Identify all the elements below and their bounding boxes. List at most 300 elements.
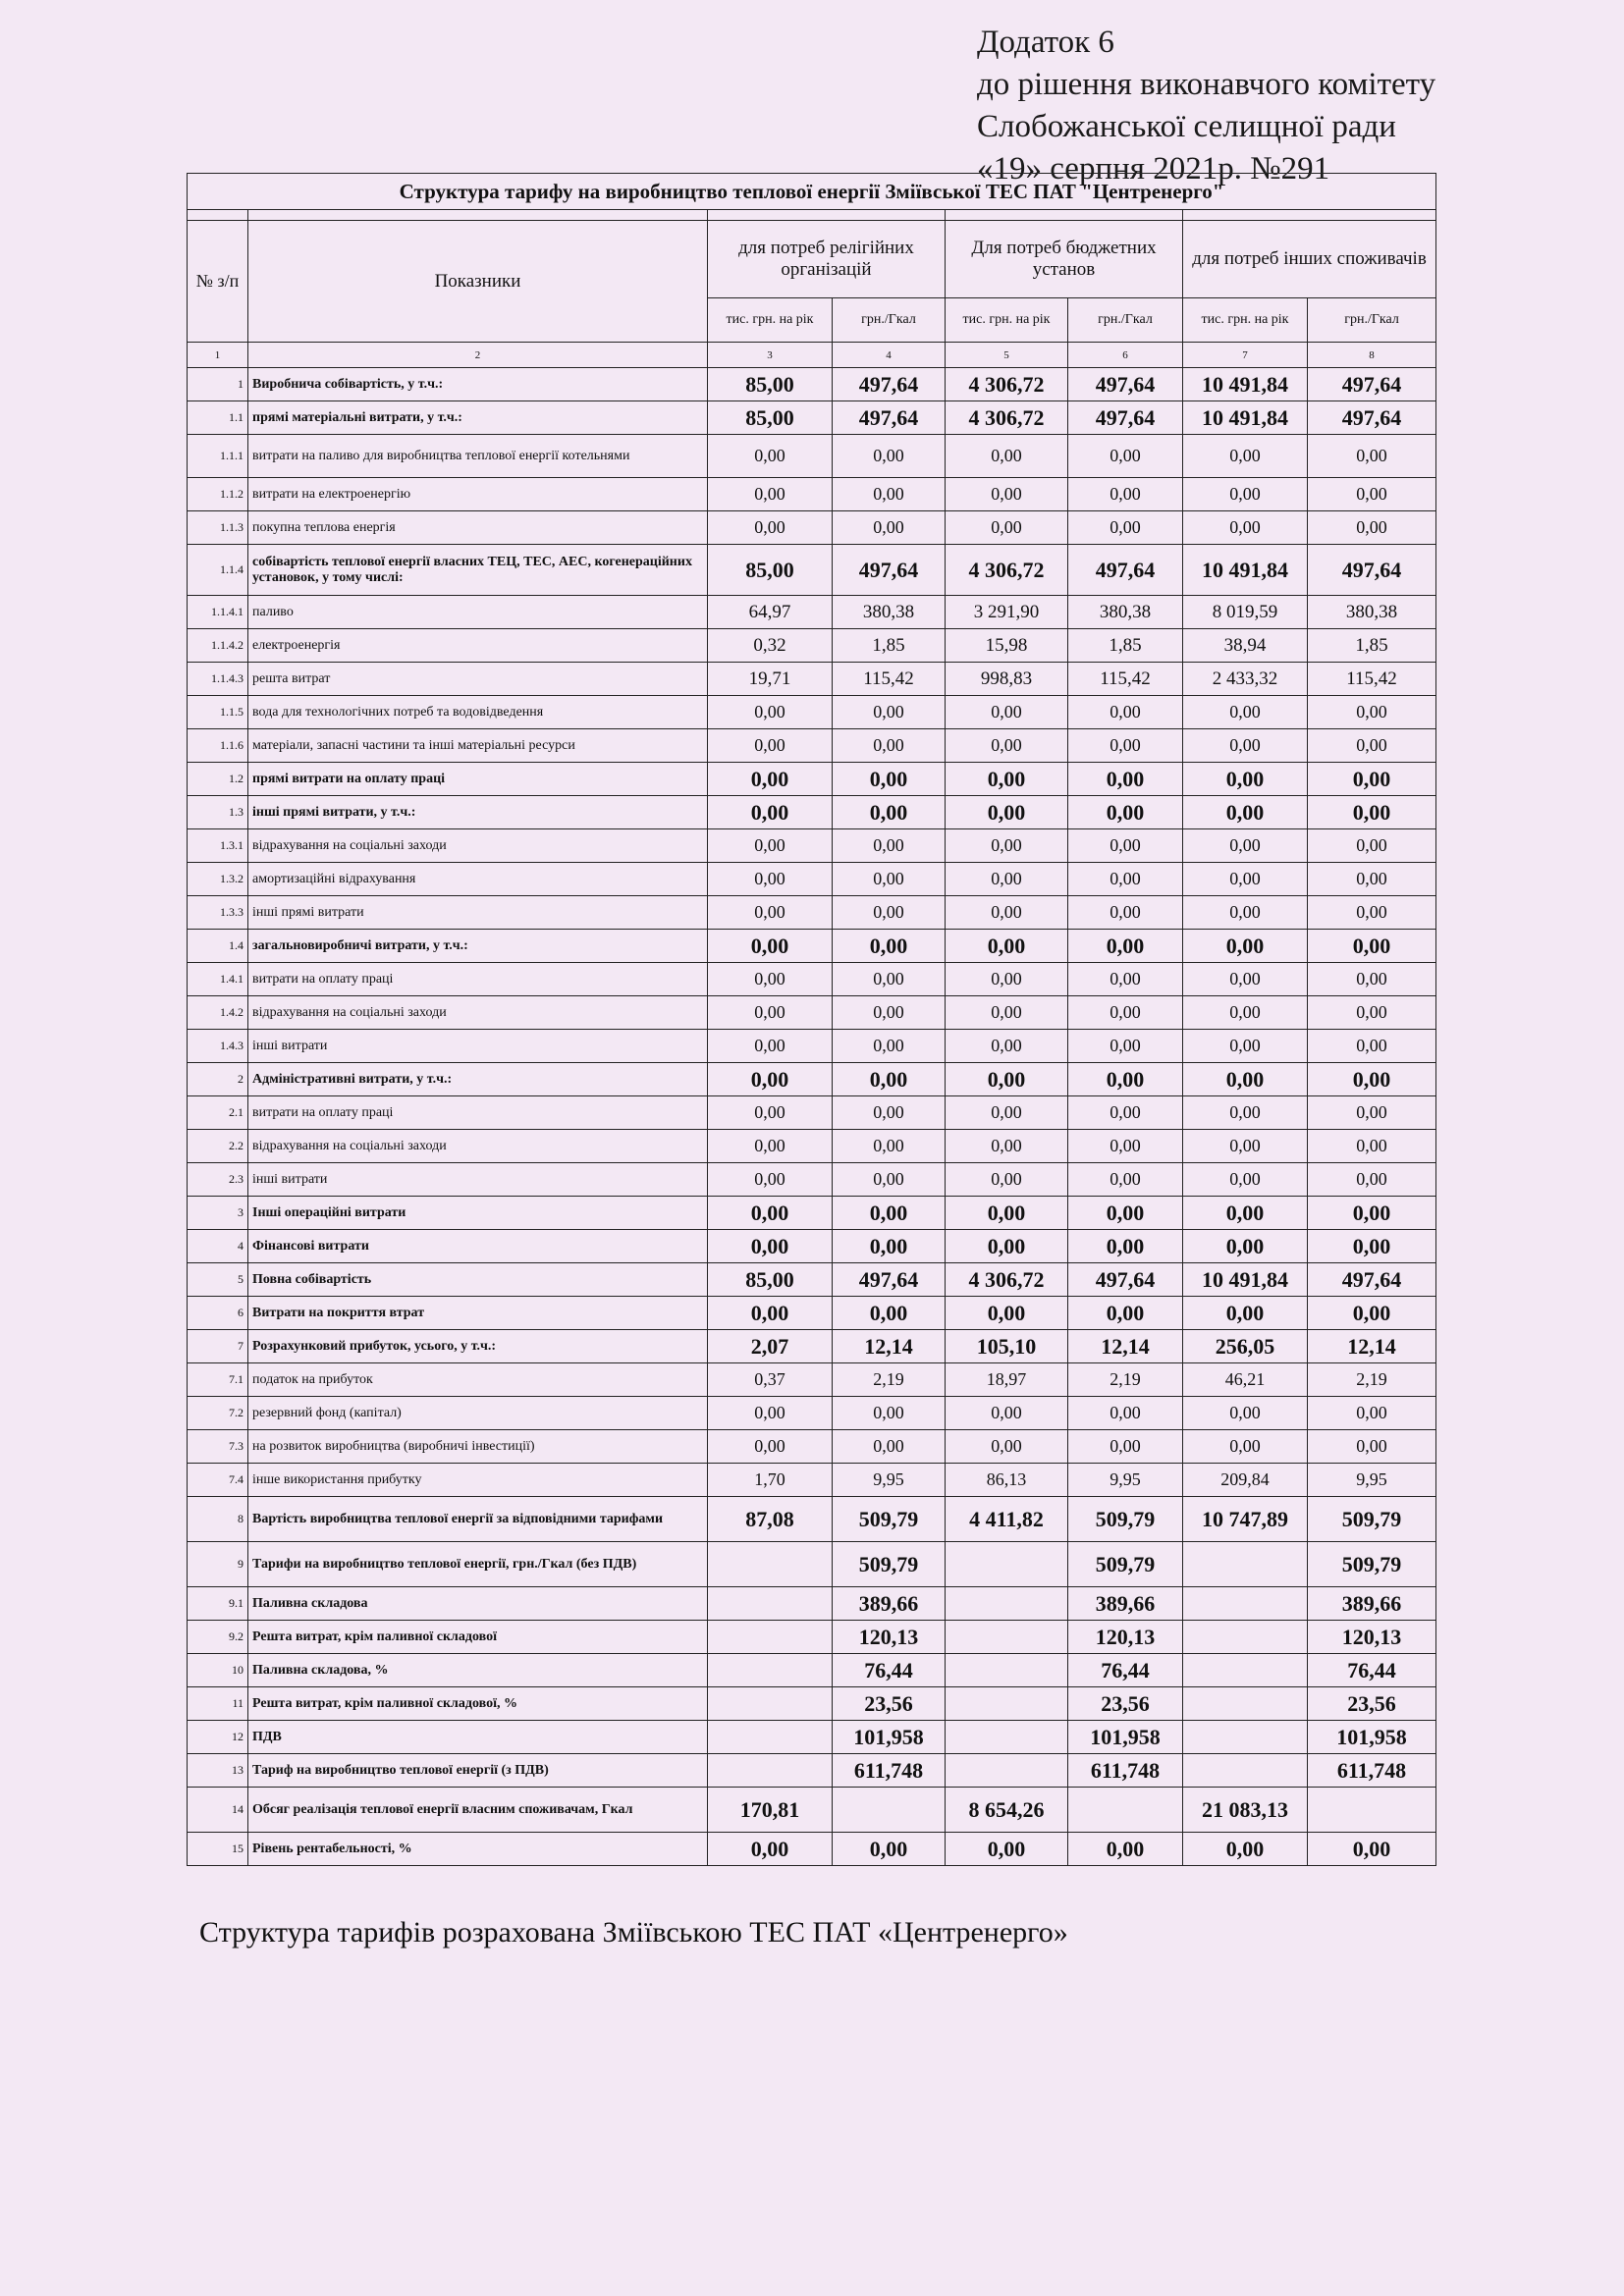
value-cell: 170,81	[708, 1788, 833, 1833]
value-cell: 87,08	[708, 1497, 833, 1542]
row-number: 9.1	[188, 1587, 248, 1621]
value-cell: 23,56	[1068, 1687, 1183, 1721]
value-cell: 9,95	[1068, 1464, 1183, 1497]
value-cell: 2,07	[708, 1330, 833, 1363]
value-cell: 0,00	[1183, 1833, 1308, 1866]
table-row	[188, 596, 1436, 629]
value-cell: 0,00	[1068, 796, 1183, 829]
value-cell: 0,00	[833, 435, 946, 478]
row-label: Інші операційні витрати	[248, 1197, 708, 1230]
value-cell: 2,19	[1068, 1363, 1183, 1397]
value-cell: 0,00	[708, 1197, 833, 1230]
table-row	[188, 511, 1436, 545]
value-cell: 0,00	[1068, 930, 1183, 963]
value-cell: 0,00	[946, 1130, 1068, 1163]
value-cell: 4 306,72	[946, 401, 1068, 435]
value-cell	[1183, 1542, 1308, 1587]
table-row	[188, 1130, 1436, 1163]
value-cell: 0,00	[708, 796, 833, 829]
value-cell: 0,00	[1183, 829, 1308, 863]
row-number: 1.1.2	[188, 478, 248, 511]
value-cell: 0,00	[833, 763, 946, 796]
value-cell: 0,00	[833, 478, 946, 511]
value-cell: 4 306,72	[946, 1263, 1068, 1297]
value-cell: 0,00	[708, 1230, 833, 1263]
value-cell: 0,00	[1308, 829, 1436, 863]
value-cell: 115,42	[833, 663, 946, 696]
value-cell: 0,00	[1308, 1063, 1436, 1096]
value-cell: 0,00	[708, 729, 833, 763]
row-number: 3	[188, 1197, 248, 1230]
table-row	[188, 629, 1436, 663]
row-label: Обсяг реалізація теплової енергії власним споживачам, Гкал	[248, 1788, 708, 1833]
value-cell: 0,00	[1068, 1230, 1183, 1263]
table-row	[188, 368, 1436, 401]
value-cell: 21 083,13	[1183, 1788, 1308, 1833]
value-cell: 389,66	[1308, 1587, 1436, 1621]
value-cell: 0,00	[1183, 435, 1308, 478]
col-header-indicators: Показники	[248, 221, 708, 343]
value-cell: 0,00	[1068, 435, 1183, 478]
value-cell: 0,00	[833, 1197, 946, 1230]
value-cell: 497,64	[833, 1263, 946, 1297]
value-cell: 611,748	[1308, 1754, 1436, 1788]
row-number: 1	[188, 368, 248, 401]
value-cell: 76,44	[1308, 1654, 1436, 1687]
row-number: 7.1	[188, 1363, 248, 1397]
table-row	[188, 863, 1436, 896]
value-cell: 0,00	[1183, 478, 1308, 511]
value-cell: 0,00	[1068, 829, 1183, 863]
value-cell: 0,00	[946, 796, 1068, 829]
row-number: 1.1	[188, 401, 248, 435]
value-cell: 0,00	[1068, 1030, 1183, 1063]
value-cell: 998,83	[946, 663, 1068, 696]
value-cell: 0,00	[1183, 1397, 1308, 1430]
value-cell: 0,00	[1068, 1397, 1183, 1430]
value-cell: 10 747,89	[1183, 1497, 1308, 1542]
value-cell: 0,00	[1068, 511, 1183, 545]
value-cell: 4 411,82	[946, 1497, 1068, 1542]
col-group-budget: Для потреб бюджетних установ	[946, 221, 1183, 298]
value-cell: 0,00	[1183, 763, 1308, 796]
value-cell: 0,00	[1308, 763, 1436, 796]
value-cell: 0,00	[708, 930, 833, 963]
table-row	[188, 1397, 1436, 1430]
value-cell: 4 306,72	[946, 368, 1068, 401]
row-label: електроенергія	[248, 629, 708, 663]
row-number: 1.4.3	[188, 1030, 248, 1063]
column-number: 8	[1308, 343, 1436, 368]
value-cell: 0,00	[1068, 1297, 1183, 1330]
value-cell: 0,00	[1183, 1163, 1308, 1197]
value-cell: 0,00	[1308, 1130, 1436, 1163]
row-number: 15	[188, 1833, 248, 1866]
row-number: 7.2	[188, 1397, 248, 1430]
value-cell: 0,00	[1068, 478, 1183, 511]
value-cell: 0,00	[1308, 796, 1436, 829]
row-number: 6	[188, 1297, 248, 1330]
value-cell: 0,00	[1183, 1197, 1308, 1230]
row-label: інші прямі витрати	[248, 896, 708, 930]
value-cell: 86,13	[946, 1464, 1068, 1497]
value-cell: 0,00	[833, 829, 946, 863]
value-cell: 0,00	[833, 1030, 946, 1063]
row-number: 14	[188, 1788, 248, 1833]
value-cell: 0,00	[833, 1430, 946, 1464]
value-cell: 0,00	[1308, 1096, 1436, 1130]
value-cell: 0,00	[1308, 1833, 1436, 1866]
value-cell: 509,79	[1068, 1497, 1183, 1542]
value-cell: 0,00	[708, 478, 833, 511]
value-cell: 389,66	[1068, 1587, 1183, 1621]
row-number: 7.3	[188, 1430, 248, 1464]
table-row	[188, 1330, 1436, 1363]
row-number: 13	[188, 1754, 248, 1788]
row-label: витрати на паливо для виробництва теплової енергії котельнями	[248, 435, 708, 478]
value-cell: 85,00	[708, 545, 833, 596]
row-label: Вартість виробництва теплової енергії за відповідними тарифами	[248, 1497, 708, 1542]
value-cell	[708, 1587, 833, 1621]
value-cell: 0,00	[946, 1163, 1068, 1197]
value-cell: 0,00	[946, 696, 1068, 729]
value-cell: 38,94	[1183, 629, 1308, 663]
value-cell: 0,00	[946, 511, 1068, 545]
value-cell: 0,00	[1183, 1063, 1308, 1096]
value-cell: 509,79	[833, 1497, 946, 1542]
value-cell: 497,64	[1068, 545, 1183, 596]
value-cell: 0,00	[833, 930, 946, 963]
table-row	[188, 996, 1436, 1030]
table-row	[188, 435, 1436, 478]
row-label: Решта витрат, крім паливної складової, %	[248, 1687, 708, 1721]
value-cell: 115,42	[1068, 663, 1183, 696]
value-cell: 0,00	[946, 930, 1068, 963]
row-number: 1.1.4.1	[188, 596, 248, 629]
row-label: інше використання прибутку	[248, 1464, 708, 1497]
value-cell: 76,44	[833, 1654, 946, 1687]
value-cell: 0,00	[1068, 1197, 1183, 1230]
row-label: інші витрати	[248, 1163, 708, 1197]
value-cell: 0,00	[946, 1833, 1068, 1866]
value-cell: 0,00	[1183, 511, 1308, 545]
row-label: Фінансові витрати	[248, 1230, 708, 1263]
value-cell: 0,00	[1068, 1063, 1183, 1096]
table-row	[188, 1230, 1436, 1263]
appendix-line-2: до рішення виконавчого комітету	[977, 67, 1436, 102]
value-cell: 509,79	[1308, 1497, 1436, 1542]
value-cell	[946, 1621, 1068, 1654]
value-cell: 0,00	[708, 435, 833, 478]
value-cell: 8 654,26	[946, 1788, 1068, 1833]
value-cell: 0,00	[833, 896, 946, 930]
value-cell: 46,21	[1183, 1363, 1308, 1397]
value-cell: 497,64	[1068, 368, 1183, 401]
row-number: 1.2	[188, 763, 248, 796]
row-label: Рівень рентабельності, %	[248, 1833, 708, 1866]
value-cell: 0,00	[833, 511, 946, 545]
value-cell: 0,00	[708, 1297, 833, 1330]
row-label: Виробнича собівартість, у т.ч.:	[248, 368, 708, 401]
value-cell	[946, 1687, 1068, 1721]
value-cell: 0,00	[946, 863, 1068, 896]
value-cell	[708, 1621, 833, 1654]
value-cell: 0,00	[708, 1430, 833, 1464]
value-cell: 0,00	[1068, 729, 1183, 763]
table-row	[188, 1163, 1436, 1197]
value-cell: 0,00	[708, 1397, 833, 1430]
value-cell: 2 433,32	[1183, 663, 1308, 696]
value-cell: 0,00	[1308, 435, 1436, 478]
table-row	[188, 1030, 1436, 1063]
value-cell: 0,00	[946, 963, 1068, 996]
tariff-structure-table	[187, 173, 1436, 1866]
unit-header: тис. грн. на рік	[708, 298, 833, 343]
value-cell: 85,00	[708, 1263, 833, 1297]
row-label: витрати на оплату праці	[248, 1096, 708, 1130]
table-row	[188, 1587, 1436, 1621]
value-cell: 115,42	[1308, 663, 1436, 696]
value-cell: 497,64	[1308, 1263, 1436, 1297]
value-cell: 76,44	[1068, 1654, 1183, 1687]
column-number: 1	[188, 343, 248, 368]
value-cell: 0,00	[708, 1130, 833, 1163]
value-cell: 0,00	[833, 1230, 946, 1263]
column-number: 7	[1183, 343, 1308, 368]
value-cell: 0,00	[833, 1833, 946, 1866]
value-cell: 0,00	[833, 1297, 946, 1330]
value-cell: 0,32	[708, 629, 833, 663]
table-row	[188, 545, 1436, 596]
appendix-line-1: Додаток 6	[977, 25, 1114, 60]
value-cell: 509,79	[1068, 1542, 1183, 1587]
value-cell: 497,64	[1308, 545, 1436, 596]
value-cell	[708, 1542, 833, 1587]
value-cell	[1183, 1621, 1308, 1654]
row-number: 5	[188, 1263, 248, 1297]
value-cell: 0,00	[1068, 963, 1183, 996]
table-row	[188, 1263, 1436, 1297]
column-number: 2	[248, 343, 708, 368]
value-cell: 0,00	[708, 996, 833, 1030]
value-cell: 0,00	[1183, 963, 1308, 996]
row-label: Повна собівартість	[248, 1263, 708, 1297]
value-cell: 0,00	[1183, 896, 1308, 930]
value-cell: 0,00	[1308, 1297, 1436, 1330]
value-cell: 0,00	[946, 1030, 1068, 1063]
value-cell: 611,748	[1068, 1754, 1183, 1788]
value-cell: 10 491,84	[1183, 401, 1308, 435]
row-label: інші прямі витрати, у т.ч.:	[248, 796, 708, 829]
table-row	[188, 1363, 1436, 1397]
table-row	[188, 696, 1436, 729]
row-label: решта витрат	[248, 663, 708, 696]
value-cell: 0,00	[833, 1130, 946, 1163]
value-cell: 497,64	[1068, 1263, 1183, 1297]
value-cell: 0,00	[1183, 1096, 1308, 1130]
table-row	[188, 1197, 1436, 1230]
unit-header: грн./Гкал	[1068, 298, 1183, 343]
row-number: 1.3	[188, 796, 248, 829]
value-cell: 0,00	[946, 829, 1068, 863]
value-cell: 85,00	[708, 401, 833, 435]
value-cell	[946, 1721, 1068, 1754]
table-row	[188, 729, 1436, 763]
row-number: 11	[188, 1687, 248, 1721]
value-cell: 389,66	[833, 1587, 946, 1621]
col-group-other: для потреб інших споживачів	[1183, 221, 1436, 298]
value-cell: 0,00	[708, 863, 833, 896]
row-label: загальновиробничі витрати, у т.ч.:	[248, 930, 708, 963]
value-cell: 0,00	[833, 1163, 946, 1197]
value-cell: 0,00	[946, 1063, 1068, 1096]
value-cell: 497,64	[833, 368, 946, 401]
value-cell: 0,00	[1183, 696, 1308, 729]
value-cell: 0,00	[1308, 1230, 1436, 1263]
value-cell: 1,70	[708, 1464, 833, 1497]
row-label: вода для технологічних потреб та водовідведення	[248, 696, 708, 729]
table-row	[188, 1687, 1436, 1721]
table-row	[188, 930, 1436, 963]
value-cell: 0,00	[1308, 1030, 1436, 1063]
value-cell: 497,64	[1068, 401, 1183, 435]
value-cell: 18,97	[946, 1363, 1068, 1397]
value-cell: 0,00	[1308, 963, 1436, 996]
value-cell: 0,00	[833, 863, 946, 896]
value-cell: 0,00	[1068, 863, 1183, 896]
row-label: Паливна складова, %	[248, 1654, 708, 1687]
row-number: 8	[188, 1497, 248, 1542]
value-cell: 10 491,84	[1183, 1263, 1308, 1297]
value-cell: 2,19	[1308, 1363, 1436, 1397]
col-group-religious: для потреб релігійних організацій	[708, 221, 946, 298]
value-cell: 0,00	[1068, 896, 1183, 930]
row-label: Паливна складова	[248, 1587, 708, 1621]
row-number: 1.1.4.3	[188, 663, 248, 696]
value-cell: 0,00	[1068, 1833, 1183, 1866]
value-cell: 0,00	[1183, 863, 1308, 896]
value-cell: 0,00	[1308, 478, 1436, 511]
value-cell: 0,00	[1183, 1130, 1308, 1163]
row-number: 1.3.2	[188, 863, 248, 896]
row-label: покупна теплова енергія	[248, 511, 708, 545]
value-cell: 3 291,90	[946, 596, 1068, 629]
value-cell: 611,748	[833, 1754, 946, 1788]
value-cell: 0,00	[946, 996, 1068, 1030]
row-label: Адміністративні витрати, у т.ч.:	[248, 1063, 708, 1096]
value-cell: 0,00	[1308, 1430, 1436, 1464]
row-number: 1.1.4	[188, 545, 248, 596]
row-label: відрахування на соціальні заходи	[248, 996, 708, 1030]
value-cell	[833, 1788, 946, 1833]
table-row	[188, 663, 1436, 696]
table-row	[188, 1297, 1436, 1330]
value-cell: 12,14	[1308, 1330, 1436, 1363]
table-row	[188, 1621, 1436, 1654]
value-cell: 0,00	[833, 1063, 946, 1096]
value-cell: 509,79	[1308, 1542, 1436, 1587]
value-cell: 0,00	[1068, 763, 1183, 796]
row-label: Решта витрат, крім паливної складової	[248, 1621, 708, 1654]
row-number: 1.1.6	[188, 729, 248, 763]
value-cell: 2,19	[833, 1363, 946, 1397]
value-cell: 1,85	[833, 629, 946, 663]
row-label: витрати на оплату праці	[248, 963, 708, 996]
row-number: 1.1.1	[188, 435, 248, 478]
column-number: 4	[833, 343, 946, 368]
row-number: 9.2	[188, 1621, 248, 1654]
table-title: Структура тарифу на виробництво теплової енергії Зміївської ТЕС ПАТ "Центренерго"	[188, 174, 1436, 210]
column-number: 3	[708, 343, 833, 368]
row-number: 2.2	[188, 1130, 248, 1163]
value-cell	[946, 1754, 1068, 1788]
value-cell: 497,64	[833, 401, 946, 435]
value-cell: 0,00	[708, 1163, 833, 1197]
value-cell: 509,79	[833, 1542, 946, 1587]
row-label: Витрати на покриття втрат	[248, 1297, 708, 1330]
value-cell: 0,00	[708, 1030, 833, 1063]
value-cell: 120,13	[1068, 1621, 1183, 1654]
value-cell: 380,38	[1068, 596, 1183, 629]
value-cell	[708, 1687, 833, 1721]
unit-header: тис. грн. на рік	[946, 298, 1068, 343]
table-row	[188, 1833, 1436, 1866]
row-number: 1.4.2	[188, 996, 248, 1030]
value-cell: 0,00	[833, 729, 946, 763]
table-row	[188, 963, 1436, 996]
row-label: на розвиток виробництва (виробничі інвестиції)	[248, 1430, 708, 1464]
col-header-number: № з/п	[188, 221, 248, 343]
row-label: витрати на електроенергію	[248, 478, 708, 511]
row-label: податок на прибуток	[248, 1363, 708, 1397]
row-number: 1.1.4.2	[188, 629, 248, 663]
value-cell: 0,00	[708, 1833, 833, 1866]
value-cell: 0,00	[1183, 729, 1308, 763]
value-cell: 0,00	[946, 1397, 1068, 1430]
table-row	[188, 478, 1436, 511]
table-row	[188, 401, 1436, 435]
value-cell	[708, 1754, 833, 1788]
value-cell: 0,00	[1308, 696, 1436, 729]
value-cell: 0,00	[1308, 896, 1436, 930]
value-cell: 0,00	[708, 763, 833, 796]
value-cell: 0,00	[708, 963, 833, 996]
unit-header: грн./Гкал	[1308, 298, 1436, 343]
value-cell: 0,00	[1183, 1230, 1308, 1263]
row-label: ПДВ	[248, 1721, 708, 1754]
table-row	[188, 896, 1436, 930]
value-cell: 0,00	[946, 1197, 1068, 1230]
value-cell: 12,14	[1068, 1330, 1183, 1363]
row-label: Розрахунковий прибуток, усього, у т.ч.:	[248, 1330, 708, 1363]
row-label: амортизаційні відрахування	[248, 863, 708, 896]
value-cell: 101,958	[833, 1721, 946, 1754]
value-cell: 23,56	[833, 1687, 946, 1721]
value-cell: 0,00	[1308, 511, 1436, 545]
row-label: прямі матеріальні витрати, у т.ч.:	[248, 401, 708, 435]
value-cell: 0,00	[1183, 796, 1308, 829]
value-cell: 10 491,84	[1183, 545, 1308, 596]
value-cell: 0,00	[1183, 996, 1308, 1030]
table-row	[188, 829, 1436, 863]
value-cell: 209,84	[1183, 1464, 1308, 1497]
row-label: паливо	[248, 596, 708, 629]
value-cell: 497,64	[1308, 368, 1436, 401]
value-cell: 497,64	[1308, 401, 1436, 435]
value-cell: 0,00	[833, 996, 946, 1030]
value-cell	[946, 1654, 1068, 1687]
value-cell: 497,64	[833, 545, 946, 596]
